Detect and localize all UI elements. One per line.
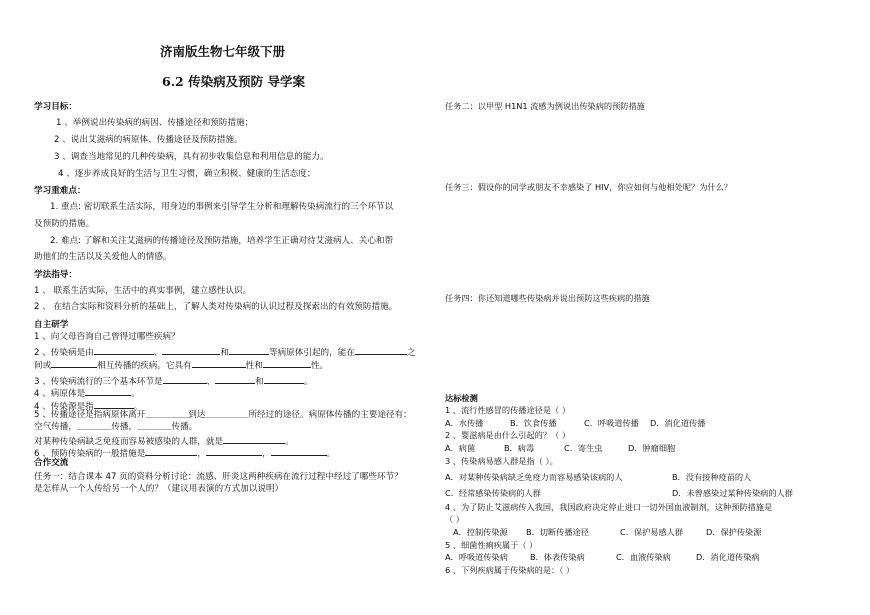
objectives-heading: 学习目标： (34, 102, 77, 112)
quiz-option[interactable]: B．切断传播途径 (526, 527, 589, 537)
answer-blank[interactable] (229, 345, 269, 355)
answer-blank[interactable] (264, 374, 304, 384)
document-subtitle: 6.2 传染病及预防 导学案 (162, 74, 305, 89)
fill-question: 4 、传染源是指 。 (34, 399, 142, 413)
task-two: 任务二：以甲型 H1N1 流感为例说出传染病的预防措施 (445, 101, 645, 111)
answer-blank[interactable] (215, 374, 255, 384)
fill-question: 3 、传染病流行的三个基本环节是 、 和 。 (34, 374, 312, 388)
quiz-option[interactable]: D．消化道传播 (650, 418, 706, 428)
document-title: 济南版生物七年级下册 (160, 44, 286, 59)
answer-blank[interactable] (145, 446, 197, 456)
quiz-option[interactable]: C．经常感染传染病的人群 (445, 488, 541, 498)
question-text: 空气传播，＿＿＿＿传播，＿＿＿＿传播。 (34, 422, 198, 432)
answer-blank[interactable] (192, 358, 246, 368)
quiz-option[interactable]: C．呼吸道传播 (584, 418, 639, 428)
quiz-option[interactable]: D．未曾感染过某种传染病的人群 (672, 488, 793, 498)
quiz-option[interactable]: A．对某种传染病缺乏免疫力而容易感染该病的人 (445, 472, 623, 482)
quiz-option[interactable]: D．消化道传染病 (696, 552, 760, 562)
fill-question: 间或 相互传播的疾病。它具有 性和 性。 (34, 358, 328, 372)
answer-blank[interactable] (355, 345, 407, 355)
answer-blank[interactable] (94, 399, 134, 409)
quiz-option[interactable]: C．血液传染病 (616, 552, 671, 562)
quiz-option[interactable]: A．水传播 (445, 418, 484, 428)
quiz-question: 3 、传染病易感人群是指（ ）。 (445, 456, 558, 466)
task-text: 是怎样从一个人传给另一个人的？（建议用表演的方式加以说明） (34, 484, 284, 494)
answer-blank[interactable] (206, 446, 262, 456)
quiz-option[interactable]: B．病毒 (504, 443, 535, 453)
objective-item: 1 、举例说出传染病的病因、传播途径和预防措施； (56, 118, 254, 128)
task-four: 任务四：你还知道哪些传染病并说出预防这些疾病的措施 (445, 293, 650, 303)
self-study-heading: 自主研学 (34, 320, 69, 330)
quiz-question: （ ） (445, 514, 464, 524)
fill-question: 6 、预防传染病的一般措施是 ， ， 。 (34, 446, 335, 460)
quiz-option[interactable]: C．保护易感人群 (620, 527, 684, 537)
quiz-option[interactable]: B．体表传染病 (530, 552, 585, 562)
quiz-option[interactable]: D．保护传染源 (706, 527, 762, 537)
method-item: 1 、 联系生活实际，生活中的真实事例，建立感性认识。 (34, 286, 252, 296)
quiz-question: 2 、婴滋病是由什么引起的？（ ） (445, 430, 571, 440)
fill-question: 对某种传染病缺乏免疫而容易被感染的人群，就是 。 (34, 434, 294, 448)
objective-item: 3 、调查当地常见的几种传染病，具有初步收集信息和利用信息的能力。 (54, 152, 329, 162)
quiz-option[interactable]: C．寄生虫 (564, 443, 603, 453)
cooperation-heading: 合作交流 (34, 458, 69, 468)
quiz-option[interactable]: B．没有接种疫苗的人 (672, 472, 752, 482)
key-point-text: 助他们的生活以及关爱他人的情感。 (34, 252, 172, 262)
key-point-text: 1. 重点: 密切联系生活实际，用身边的事例来引导学生分析和理解传染病流行的三个环节以 (50, 202, 394, 212)
question-text: 5 、传播途径是指病原体离开＿＿＿＿＿到达＿＿＿＿＿所经过的途径。病原体传播的主要途径有： (34, 410, 412, 420)
objective-item: 2 、说出艾滋病的病原体、传播途径及预防措施。 (54, 135, 243, 145)
key-point-text: 2. 难点: 了解和关注艾滋病的传播途径及预防措施，培养学生正确对待艾滋病人、关心和帮 (50, 236, 394, 246)
answer-blank[interactable] (94, 345, 154, 355)
objective-item: 4 、逐步养成良好的生活与卫生习惯，确立积极、健康的生活态度； (58, 169, 316, 179)
quiz-option[interactable]: B．饮食传播 (510, 418, 557, 428)
key-point-text: 及预防的措施。 (34, 219, 95, 229)
quiz-option[interactable]: A．控制传染源 (453, 527, 508, 537)
quiz-question: 4 、为了防止艾滋病传入我国，我国政府决定停止进口一切外国血液制剂，这种预防措施是 (445, 502, 773, 512)
quiz-option[interactable]: A．病菌 (445, 443, 476, 453)
task-three: 任务三：假设你的同学或朋友不幸感染了 HIV，你应如何与他相处呢？为什么？ (445, 182, 732, 192)
quiz-question: 1 、流行性感冒的传播途径是（ ） (445, 405, 571, 415)
answer-blank[interactable] (163, 374, 207, 384)
quiz-heading: 达标检测 (445, 393, 478, 403)
answer-blank[interactable] (271, 446, 327, 456)
method-item: 2 、 在结合实际和资料分析的基础上，了解人类对传染病的认识过程及探索出的有效预防措施。 (34, 302, 398, 312)
quiz-option[interactable]: A．呼吸道传染病 (445, 552, 508, 562)
fill-question: 2 、传染病是由 、 和 等病原体引起的，能在 之 (34, 345, 416, 359)
method-heading: 学法指导： (34, 270, 77, 280)
question-text: 1 、向父母咨询自己曾得过哪些疾病？ (34, 332, 180, 342)
answer-blank[interactable] (51, 358, 97, 368)
fill-question: 4 、病原体是 。 (34, 386, 140, 400)
quiz-question: 6 、下列疾病属于传染病的是：（ ） (445, 565, 575, 575)
task-text: 任务一：结合课本 47 页的资料分析讨论：流感、肝炎这两种疾病在流行过程中经过了哪些环节？ (34, 472, 403, 482)
quiz-option[interactable]: D．肿瘤细胞 (628, 443, 676, 453)
answer-blank[interactable] (223, 434, 285, 444)
key-points-heading: 学习重难点： (34, 186, 86, 196)
answer-blank[interactable] (263, 358, 311, 368)
quiz-question: 5 、细菌性痢疾属于（ ） (445, 540, 538, 550)
answer-blank[interactable] (85, 386, 131, 396)
answer-blank[interactable] (162, 345, 220, 355)
